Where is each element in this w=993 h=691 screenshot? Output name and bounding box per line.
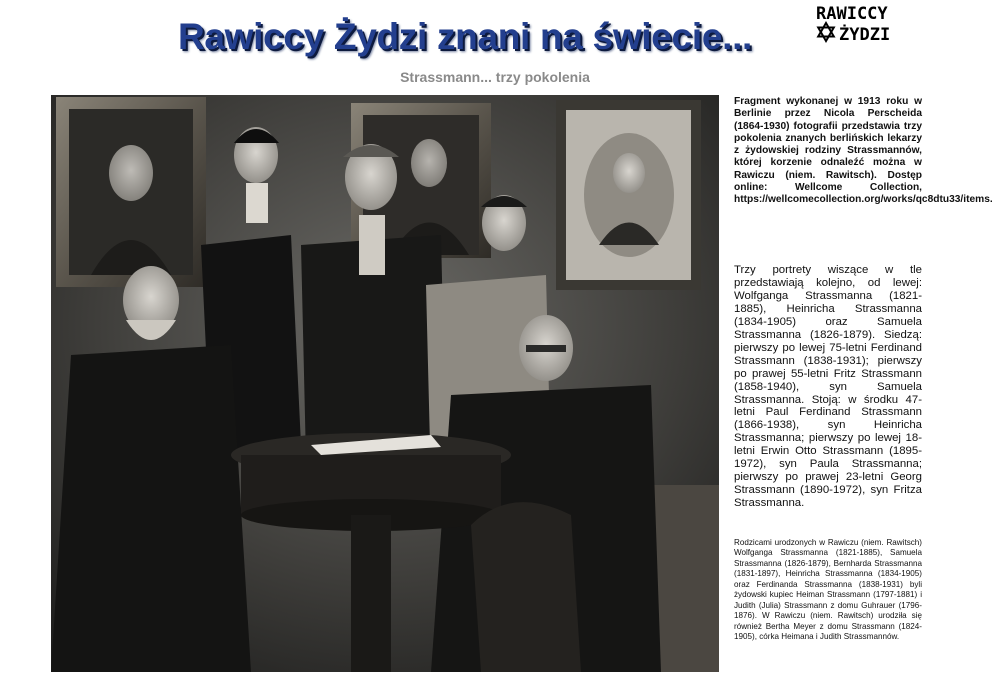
- portrait-frame-left: [56, 97, 206, 287]
- page-title: Rawiccy Żydzi znani na świecie...: [177, 16, 753, 57]
- portrait-frame-right: [556, 100, 701, 290]
- star-of-david-icon: [818, 23, 834, 41]
- logo-line1: RAWICCY: [816, 4, 888, 24]
- site-logo: [812, 0, 928, 48]
- photo-caption: Fragment wykonanej w 1913 roku w Berlinie przez Nicola Perscheida (1864-1930) fotografii przedstawia trzy pokolenia znanych berlińskich lekarzy z żydowskiej rodziny Strassmannów, której korzenie odnaleźć można w Rawiczu (niem. Rawitsch). Dostęp online: Wellcome Collection, https://wellcomecollection.org/works/qc8dtu33/items.: [734, 96, 993, 206]
- family-portrait-photo: [51, 95, 719, 672]
- logo-line2: ŻYDZI: [839, 25, 891, 45]
- page-subtitle: Strassmann... trzy pokolenia: [400, 69, 590, 85]
- family-origin-note: Rodzicami urodzonych w Rawiczu (niem. Rawitsch) Wolfganga Strassmanna (1821-1885), Samuela Strassmanna (1826-1879), Bernharda Strassmanna (1831-1897), Heinricha Strassmanna (1834-1905) oraz Ferdinanda Strassmanna (1838-1931) byli żydowski kupiec Heiman Strassmann (1797-1881) i Judith (Julia) Strassmann z domu Guhrauer (1796-1876). W Rawiczu (niem. Rawitsch) urodziła się również Bertha Meyer z domu Strassmann (1824-1905), córka Heimana i Judith Strassmannów.: [734, 538, 922, 642]
- portraits-description: Trzy portrety wiszące w tle przedstawiają kolejno, od lewej: Wolfganga Strassmanna (1821-1885), Heinricha Strassmanna (1834-1905) oraz Samuela Strassmanna (1826-1879). Siedzą: pierwszy po lewej 75-letni Ferdinand Strassmann (1838-1931); pierwszy po prawej 55-letni Fritz Strassmann (1858-1940), syn Samuela Strassmanna. Stoją: w środku 47-letni Paul Ferdinand Strassmann (1866-1938), syn Heinricha Strassmanna; pierwszy po lewej 18-letni Erwin Otto Strassmann (1895-1972), syn Paula Strassmanna; pierwszy po prawej 23-letni Georg Strassmann (1890-1972), syn Fritza Strassmanna.: [734, 264, 922, 510]
